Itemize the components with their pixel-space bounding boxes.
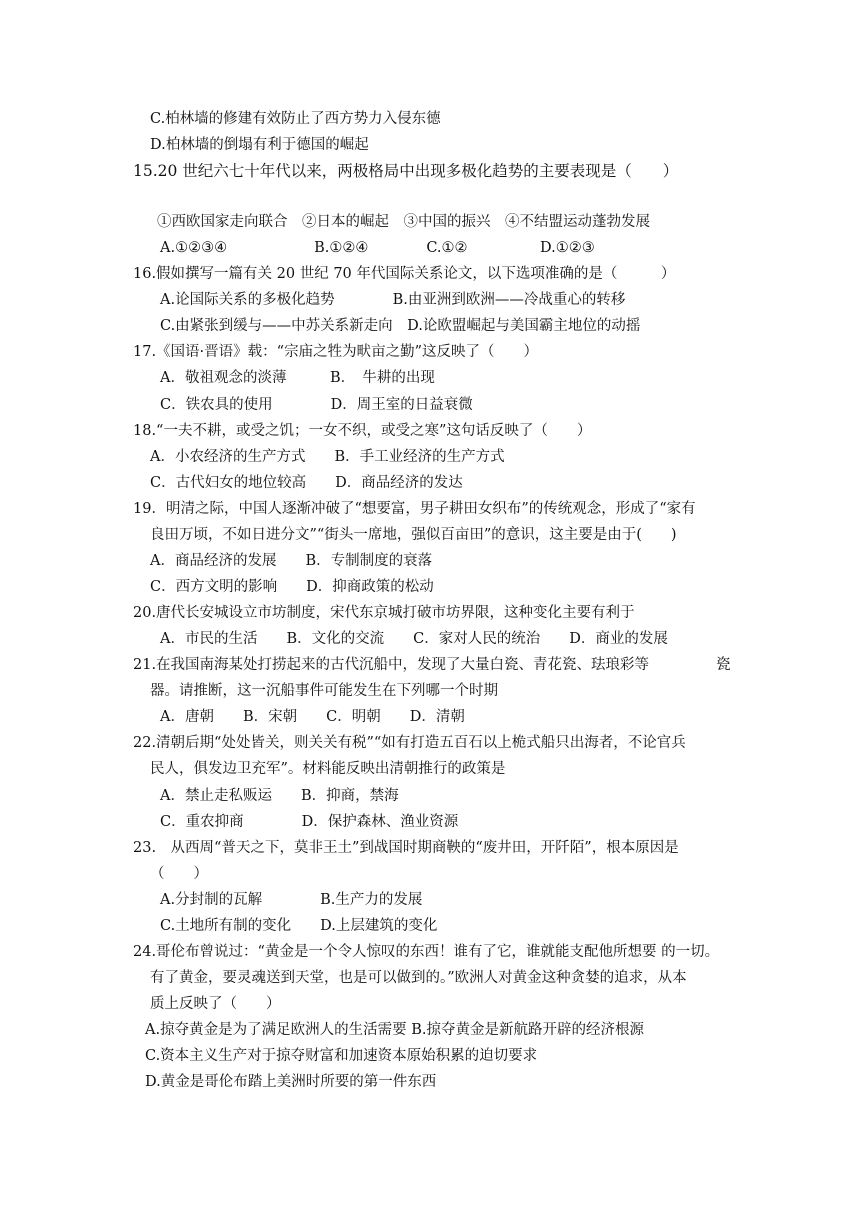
question-22-options-cd: C．重农抑商 D．保护森林、渔业资源 [160,814,459,830]
question-15-items: ①西欧国家走向联合 ②日本的崛起 ③中国的振兴 ④不结盟运动蓬勃发展 [157,214,650,230]
question-24: 24.哥伦布曾说过：“黄金是一个令人惊叹的东西！谁有了它，谁就能支配他所想要 的一切。 [133,944,720,960]
question-24-option-c: C.资本主义生产对于掠夺财富和加速资本原始积累的迫切要求 [145,1048,538,1064]
question-19: 19．明清之际，中国人逐渐冲破了“想要富，男子耕田女织布”的传统观念，形成了“家有 [133,501,696,517]
question-15-options: A.①②③④ B.①②④ C.①② D.①②③ [160,240,595,256]
question-19-options-cd: C．西方文明的影响 D．抑商政策的松动 [150,579,434,595]
question-24-cont2: 质上反映了（ ） [150,996,281,1012]
question-23-paren: （ ） [150,866,208,882]
option-text: D.柏林墙的倒塌有利于德国的崛起 [150,137,369,153]
question-16: 16.假如撰写一篇有关 20 世纪 70 年代国际关系论文，以下选项准确的是（ ） [133,266,676,282]
question-24-cont: 有了黄金，要灵魂送到天堂，也是可以做到的。”欧洲人对黄金这种贪婪的追求，从本 [150,970,687,986]
question-18: 18.“一夫不耕，或受之饥；一女不织，或受之寒”这句话反映了（ ） [133,423,592,439]
question-21-options: A．唐朝 B．宋朝 C．明朝 D．清朝 [160,709,465,725]
question-23: 23. 从西周“普天之下，莫非王土”到战国时期商鞅的“废井田，开阡陌”，根本原因是 [133,840,679,856]
question-20-options: A．市民的生活 B．文化的交流 C．家对人民的统治 D．商业的发展 [160,631,668,647]
option-text: C.柏林墙的修建有效防止了西方势力入侵东德 [150,111,441,127]
question-19-options-ab: A．商品经济的发展 B．专制制度的衰落 [150,553,433,569]
question-22-options-ab: A．禁止走私贩运 B．抑商，禁海 [160,788,399,804]
question-22: 22.清朝后期“处处皆关，则关关有税”“如有打造五百石以上桅式船只出海者，不论官兵 [133,735,686,751]
question-24-options-ab: A.掠夺黄金是为了满足欧洲人的生活需要 B.掠夺黄金是新航路开辟的经济根源 [145,1022,644,1038]
question-19-cont: 良田万顷，不如日进分文”“街头一席地，强似百亩田”的意识，这主要是由于( ) [150,527,677,543]
question-21-tail: 瓷 [716,657,731,673]
question-20: 20.唐代长安城设立市坊制度，宋代东京城打破市坊界限，这种变化主要有利于 [133,605,635,621]
question-22-cont: 民人，俱发边卫充军”。材料能反映出清朝推行的政策是 [150,761,506,777]
question-21-cont: 器。请推断，这一沉船事件可能发生在下列哪一个时期 [150,683,498,699]
question-15: 15.20 世纪六七十年代以来，两极格局中出现多极化趋势的主要表现是（ ） [133,162,679,180]
question-23-options-cd: C.土地所有制的变化 D.上层建筑的变化 [160,918,438,934]
question-16-options-ab: A.论国际关系的多极化趋势 B.由亚洲到欧洲——冷战重心的转移 [160,292,626,308]
question-24-option-d: D.黄金是哥伦布踏上美洲时所要的第一件东西 [145,1074,437,1090]
question-18-options-cd: C．古代妇女的地位较高 D．商品经济的发达 [150,475,463,491]
question-18-options-ab: A．小农经济的生产方式 B．手工业经济的生产方式 [150,449,505,465]
question-17: 17.《国语·晋语》载：“宗庙之牲为畎亩之勤”这反映了（ ） [133,344,538,360]
question-17-options-ab: A．敬祖观念的淡薄 B． 牛耕的出现 [160,370,435,386]
question-21: 21.在我国南海某处打捞起来的古代沉船中，发现了大量白瓷、青花瓷、珐琅彩等 [133,657,650,673]
question-16-options-cd: C.由紧张到缓与——中苏关系新走向 D.论欧盟崛起与美国霸主地位的动摇 [160,318,641,334]
question-17-options-cd: C．铁农具的使用 D．周王室的日益衰微 [160,397,473,413]
question-23-options-ab: A.分封制的瓦解 B.生产力的发展 [160,892,423,908]
